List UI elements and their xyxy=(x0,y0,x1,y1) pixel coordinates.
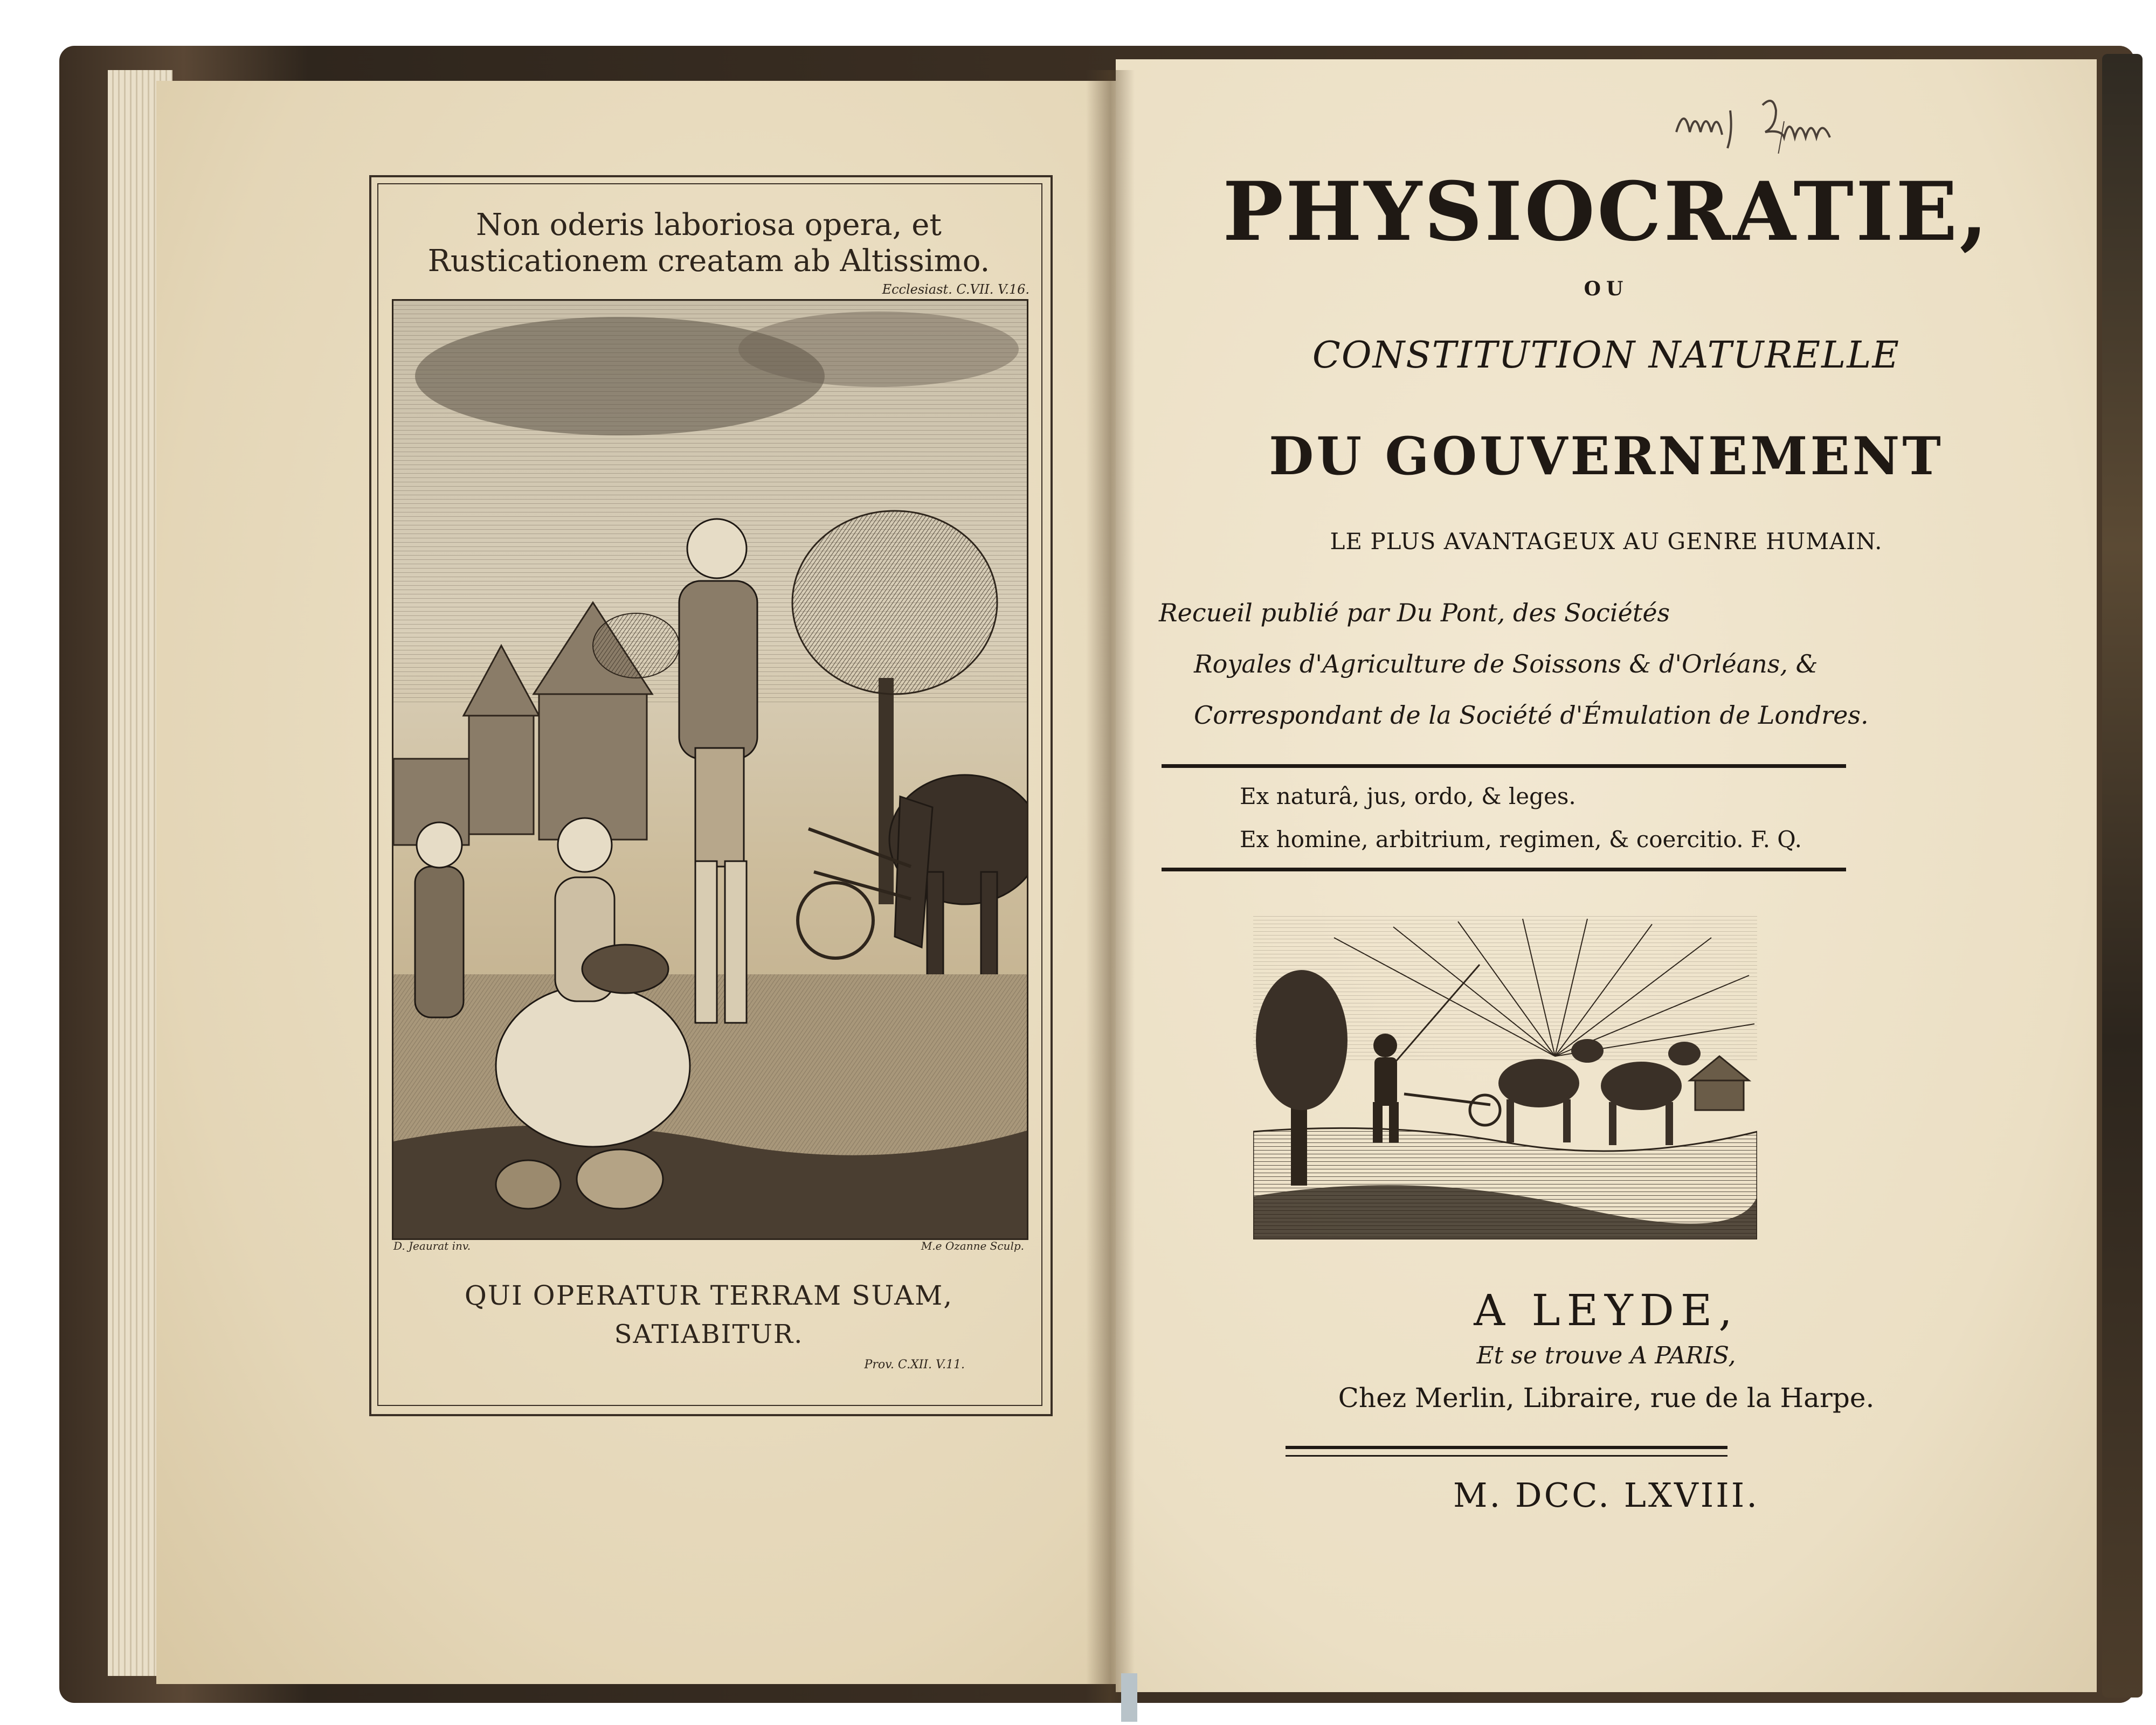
frontispiece-engraving xyxy=(392,299,1028,1240)
recueil-line-2: Royales d'Agriculture de Soissons & d'Orléans, & xyxy=(1194,649,1818,678)
motto-reference: Ecclesiast. C.VII. V.16. xyxy=(882,282,1029,297)
recueil-line-1: Recueil publié par Du Pont, des Sociétés xyxy=(1159,598,1670,627)
caption-reference: Prov. C.XII. V.11. xyxy=(864,1358,965,1371)
title-conjunction: OU xyxy=(1584,278,1629,300)
plough xyxy=(1404,1094,1500,1125)
motto-line-2: Rusticationem creatam ab Altissimo. xyxy=(427,244,990,279)
artist-credit: D. Jeaurat inv. xyxy=(393,1239,471,1252)
standing-man xyxy=(679,519,757,1023)
motto-line-1: Non oderis laboriosa opera, et xyxy=(476,207,942,243)
caption-line-1: QUI OPERATUR TERRAM SUAM, xyxy=(464,1280,953,1311)
engraver-credit: M.e Ozanne Sculp. xyxy=(921,1239,1024,1252)
spine-gutter xyxy=(1086,70,1135,1703)
divider-rule xyxy=(1286,1455,1727,1457)
handwritten-signature xyxy=(1671,89,1865,154)
bookmark-ribbon xyxy=(1121,1673,1137,1722)
ploughing-vignette xyxy=(1253,916,1757,1239)
main-title: PHYSIOCRATIE, xyxy=(1222,164,1990,259)
epigraph-line-1: Ex naturâ, jus, ordo, & leges. xyxy=(1240,783,1576,809)
subtitle-line-1: CONSTITUTION NATURELLE xyxy=(1312,334,1901,377)
imprint-publisher: Chez Merlin, Libraire, rue de la Harpe. xyxy=(1338,1382,1875,1414)
caption-line-2: SATIABITUR. xyxy=(614,1319,804,1349)
cloud xyxy=(738,311,1019,387)
engraving-illustration xyxy=(393,301,1027,1238)
farmhouse xyxy=(1690,1056,1749,1110)
subtitle-line-2: DU GOUVERNEMENT xyxy=(1269,426,1944,487)
epigraph-line-2: Ex homine, arbitrium, regimen, & coercitio. F. Q. xyxy=(1240,826,1802,853)
divider-rule xyxy=(1286,1446,1727,1449)
divider-rule xyxy=(1162,868,1846,871)
imprint-paris: Et se trouve A PARIS, xyxy=(1476,1342,1736,1369)
publication-date: M. DCC. LXVIII. xyxy=(1453,1475,1759,1515)
subtitle-line-3: LE PLUS AVANTAGEUX AU GENRE HUMAIN. xyxy=(1330,528,1883,555)
book-cover-edge xyxy=(2102,54,2143,1698)
divider-rule xyxy=(1162,764,1846,768)
recueil-line-3: Correspondant de la Société d'Émulation de Londres. xyxy=(1194,701,1869,730)
child xyxy=(415,822,464,1017)
horse xyxy=(889,775,1027,996)
imprint-city: A LEYDE, xyxy=(1474,1285,1739,1335)
vignette-illustration xyxy=(1253,916,1757,1239)
